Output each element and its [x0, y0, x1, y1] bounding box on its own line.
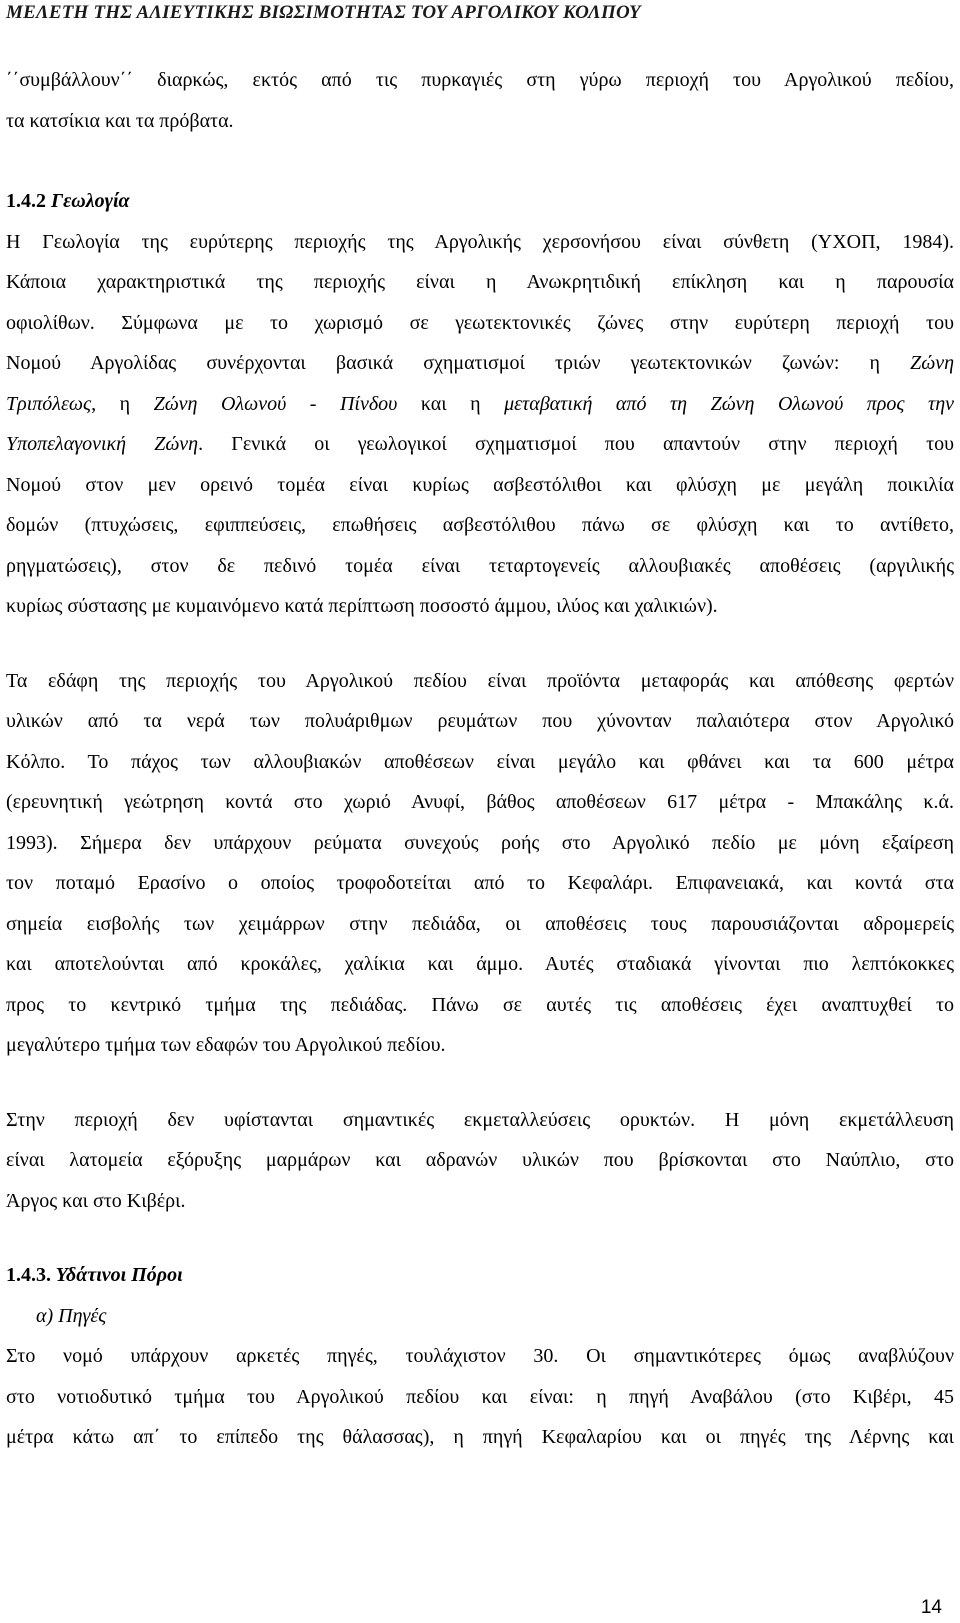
- section-heading-geology: [6, 181, 954, 222]
- mining-line-1: Στην περιοχή δεν υφίστανται σημαντικές εκμεταλλεύσεις ορυκτών. Η μόνη εκμετάλλευση: [6, 1108, 954, 1131]
- soils-line-2: υλικών από τα νερά των πολυάριθμων ρευμάτων που χύνονταν παλαιότερα στον Αργολικό: [6, 710, 954, 732]
- text-run: , η: [91, 392, 154, 415]
- section-heading-water: [6, 1255, 954, 1296]
- italic-run: Τριπόλεως: [6, 392, 92, 415]
- intro-line-2: τα κατσίκια και τα πρόβατα.: [6, 109, 234, 132]
- section-number: 1.4.3.: [6, 1264, 51, 1286]
- geology-line-5: [6, 384, 954, 425]
- soils-line-10: μεγαλύτερο τμήμα των εδαφών του Αργολικού πεδίου.: [6, 1034, 446, 1056]
- geology-line-4: [6, 343, 954, 384]
- italic-run: μεταβατική από τη Ζώνη Ολωνού προς την: [504, 392, 954, 415]
- text-run: Νομού Αργολίδας συνέρχονται βασικά σχηματισμοί τριών γεωτεκτονικών ζωνών: η: [6, 352, 911, 374]
- mining-line-2: είναι λατομεία εξόρυξης μαρμάρων και αδρανών υλικών που βρίσκονται στο Ναύπλιο, στο: [6, 1149, 954, 1171]
- page-number: 14: [920, 1597, 942, 1618]
- paragraph-gap: [6, 1066, 954, 1100]
- subheading-springs: α) Πηγές: [36, 1304, 107, 1327]
- geology-line-3: οφιολίθων. Σύμφωνα με το χωρισμό σε γεωτεκτονικές ζώνες στην ευρύτερη περιοχή του: [6, 311, 954, 334]
- soils-line-8: και αποτελούνται από κροκάλες, χαλίκια και άμμο. Αυτές σταδιακά γίνονται πιο λεπτόκοκκες: [6, 953, 954, 975]
- soils-line-1: Τα εδάφη της περιοχής του Αργολικού πεδίου είναι προϊόντα μεταφοράς και απόθεσης φερτών: [6, 669, 954, 692]
- water-line-1: Στο νομό υπάρχουν αρκετές πηγές, τουλάχιστον 30. Οι σημαντικότερες όμως αναβλύζουν: [6, 1345, 954, 1367]
- water-line-2: στο νοτιοδυτικό τμήμα του Αργολικού πεδίου και είναι: η πηγή Αναβάλου (στο Κιβέρι, 45: [6, 1385, 954, 1408]
- soils-line-5: 1993). Σήμερα δεν υπάρχουν ρεύματα συνεχούς ροής στο Αργολικό πεδίο με μόνη εξαίρεση: [6, 831, 954, 854]
- geology-line-7: Νομού στον μεν ορεινό τομέα είναι κυρίως ασβεστόλιθοι και φλύσχη με μεγάλη ποικιλία: [6, 473, 954, 496]
- italic-run: Υποπελαγονική Ζώνη: [6, 433, 199, 455]
- soils-line-3: Κόλπο. Το πάχος των αλλουβιακών αποθέσεων είναι μεγάλο και φθάνει και τα 600 μέτρα: [6, 750, 954, 773]
- italic-run: Ζώνη Ολωνού - Πίνδου: [153, 392, 398, 415]
- soils-line-9: προς το κεντρικό τμήμα της πεδιάδας. Πάνω σε αυτές τις αποθέσεις έχει αναπτυχθεί το: [6, 993, 954, 1016]
- document-body: [6, 60, 954, 1458]
- geology-line-10: κυρίως σύστασης με κυμαινόμενο κατά περίπτωση ποσοστό άμμου, ιλύος και χαλικιών).: [6, 595, 718, 617]
- paragraph-gap: [6, 627, 954, 661]
- section-title: Γεωλογία: [51, 190, 130, 212]
- soils-line-4: (ερευνητική γεώτρηση κοντά στο χωριό Ανυφί, βάθος αποθέσεων 617 μέτρα - Μπακάλης κ.ά.: [6, 791, 954, 813]
- soils-line-7: σημεία εισβολής των χειμάρρων στην πεδιάδα, οι αποθέσεις τους παρουσιάζονται αδρομερείς: [6, 912, 954, 935]
- geology-line-8: δομών (πτυχώσεις, εφιππεύσεις, επωθήσεις ασβεστόλιθου πάνω σε φλύσχη και το αντίθετο,: [6, 514, 954, 536]
- mining-line-3: Άργος και στο Κιβέρι.: [6, 1189, 186, 1212]
- running-header: ΜΕΛΕΤΗ ΤΗΣ ΑΛΙΕΥΤΙΚΗΣ ΒΙΩΣΙΜΟΤΗΤΑΣ ΤΟΥ ΑΡΓΟΛΙΚΟΥ ΚΟΛΠΟΥ: [6, 2, 641, 23]
- section-title: Υδάτινοι Πόροι: [55, 1264, 183, 1286]
- paragraph-gap: [6, 1221, 954, 1255]
- intro-line-1: ΄΄συμβάλλουν΄΄ διαρκώς, εκτός από τις πυρκαγιές στη γύρω περιοχή του Αργολικού πεδίου,: [6, 69, 954, 91]
- geology-line-6: [6, 424, 954, 465]
- soils-line-6: τον ποταμό Ερασίνο ο οποίος τροφοδοτείται από το Κεφαλάρι. Επιφανειακά, και κοντά στα: [6, 872, 954, 894]
- italic-run: Ζώνη: [910, 352, 954, 374]
- section-number: 1.4.2: [6, 190, 46, 212]
- geology-line-2: Κάποια χαρακτηριστικά της περιοχής είναι η Ανωκρητιδική επίκληση και η παρουσία: [6, 271, 954, 293]
- geology-line-9: ρηγματώσεις), στον δε πεδινό τομέα είναι τεταρτογενείς αλλουβιακές αποθέσεις (αργιλικής: [6, 554, 954, 577]
- text-run: και η: [397, 392, 505, 415]
- geology-line-1: Η Γεωλογία της ευρύτερης περιοχής της Αργολικής χερσονήσου είναι σύνθετη (ΥΧΟΠ, 1984).: [6, 230, 954, 253]
- paragraph-gap: [6, 141, 954, 181]
- water-line-3: μέτρα κάτω απ΄ το επίπεδο της θάλασσας), η πηγή Κεφαλαρίου και οι πηγές της Λέρνης και: [6, 1426, 954, 1448]
- text-run: . Γενικά οι γεωλογικοί σχηματισμοί που απαντούν στην περιοχή του: [198, 433, 955, 455]
